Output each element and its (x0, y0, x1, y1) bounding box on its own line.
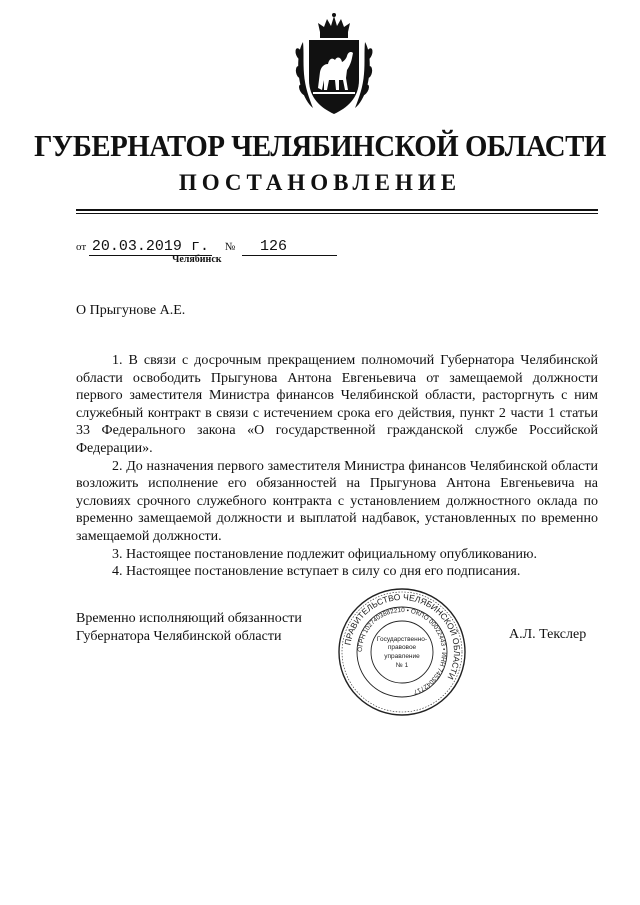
signatory-name: А.Л. Текслер (509, 627, 587, 642)
crown-icon (318, 13, 350, 38)
number-label: № (224, 241, 236, 253)
seal-ring-text-path: ПРАВИТЕЛЬСТВО ЧЕЛЯБИНСКОЙ ОБЛАСТИ (342, 591, 463, 682)
header-divider-thick (76, 209, 598, 211)
coat-of-arms-emblem (293, 12, 375, 120)
header-divider-thin (76, 213, 598, 214)
document-body (76, 352, 598, 581)
paragraph-3: 3. Настоящее постановление подлежит официальному опубликованию. (112, 546, 537, 562)
paragraph-4: 4. Настоящее постановление вступает в силу со дня его подписания. (112, 564, 521, 580)
date-prefix: от (76, 241, 87, 253)
seal-codes-path: ОГРН 1027403882210 • ОКПО 00022443 • ИНН 7453042717 (356, 606, 448, 696)
document-type: ПОСТАНОВЛЕНИЕ (178, 170, 462, 195)
seal-codes-text (357, 607, 447, 695)
document-number: 126 (242, 238, 337, 256)
signatory-position (76, 610, 302, 645)
ground-line (313, 92, 355, 94)
official-seal (336, 586, 468, 718)
seal-center-line-2: правовое (387, 644, 417, 651)
document-title: ГУБЕРНАТОР ЧЕЛЯБИНСКОЙ ОБЛАСТИ (34, 128, 606, 163)
document-subject: О Прыгунове А.Е. (76, 303, 186, 318)
position-line-2: Губернатора Челябинской области (76, 628, 282, 644)
paragraph-1: 1. В связи с досрочным прекращением полномочий Губернатора Челябинской области освободить Прыгунова Антона Евгеньевича от замещаемой должности первого заместителя Министра финансов Челябинской области, расторгнуть с ним служебный контракт в связи с истечением срока его действия, пункт 2 части 1 статьи 33 Федерального закона «О государственной гражданской службе Российской Федерации». (76, 353, 598, 456)
document-date: 20.03.2019 г. (89, 238, 212, 256)
seal-center-line-3: управление (384, 653, 420, 660)
paragraph-2: 2. До назначения первого заместителя Министра финансов Челябинской области возложить исполнение его обязанностей на Прыгунова Антона Евгеньевича на условиях срочного служебного контракта с установлением должностного оклада по временно замещаемой должности и выплатой надбавок, установленных по временно замещаемой должности. (76, 458, 598, 544)
seal-center-line-1: Государственно- (376, 636, 428, 643)
seal-center-line-4: № 1 (395, 662, 409, 669)
position-line-1: Временно исполняющий обязанности (76, 611, 302, 626)
city-label: Челябинск (172, 254, 222, 265)
